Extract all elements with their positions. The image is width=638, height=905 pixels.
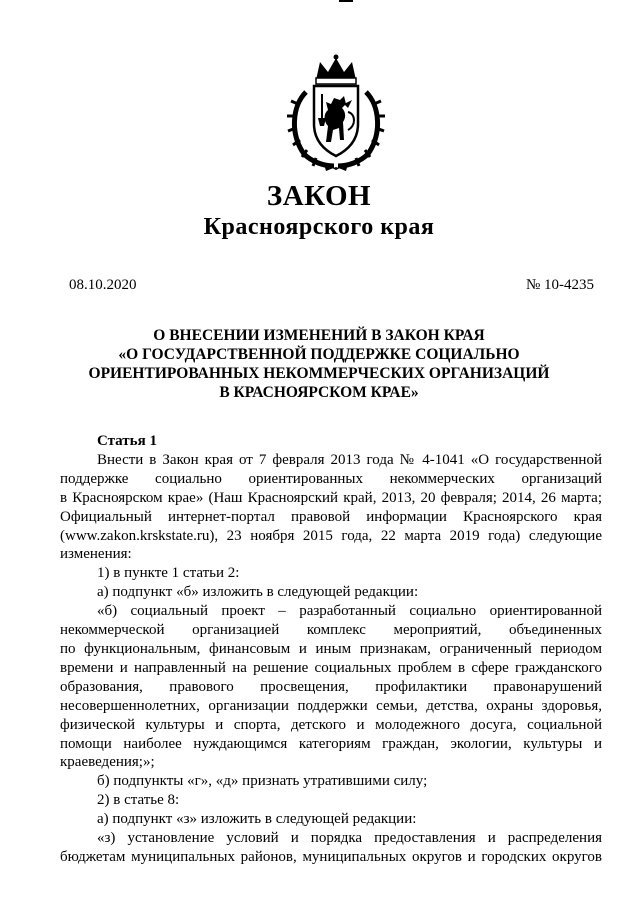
document-type-title: ЗАКОН [266,180,372,212]
body-line: (www.zakon.krskstate.ru), 23 ноября 2015 года, 22 марта 2019 года) следующие [60,527,602,544]
law-heading-line: ОРИЕНТИРОВАННЫХ НЕКОММЕРЧЕСКИХ ОРГАНИЗАЦИЙ [88,365,550,382]
body-line: бюджетам муниципальных районов, муниципальных округов и городских округов [60,848,602,865]
law-heading-line: О ВНЕСЕНИИ ИЗМЕНЕНИЙ В ЗАКОН КРАЯ [153,327,485,344]
body-line: поддержке социально ориентированных некоммерческих организаций [60,470,602,487]
body-line: Внести в Закон края от 7 февраля 2013 года № 4-1041 «О государственной [97,451,602,468]
document-number: № 10-4235 [525,277,594,293]
body-line: времени и направленный на решение социальных проблем в сфере гражданского [60,659,602,676]
document-date: 08.10.2020 [69,277,137,293]
body-line: «з) установление условий и порядка предоставления и распределения [97,830,602,847]
law-heading-line: «О ГОСУДАРСТВЕННОЙ ПОДДЕРЖКЕ СОЦИАЛЬНО [118,346,520,363]
body-line: некоммерческой организацией комплекс мероприятий, объединенных [60,622,602,639]
body-line: образования, правового просвещения, профилактики правонарушений [60,678,602,695]
document-issuer-subtitle: Красноярского края [203,214,435,240]
body-line: 1) в пункте 1 статьи 2: [97,565,240,582]
body-line: несовершеннолетних, организации поддержки семьи, детства, охраны здоровья, [60,697,602,714]
body-line: б) подпункты «г», «д» признать утратившими силу; [97,773,428,790]
law-heading [0,326,638,402]
body-line: физической культуры и спорта, детского и молодежного досуга, социальной [60,716,602,733]
body-line: «б) социальный проект – разработанный социально ориентированной [97,603,602,620]
body-line: в Красноярском крае» (Наш Красноярский край, 2013, 20 февраля; 2014, 26 марта; [60,489,602,506]
body-line: помощи наиболее нуждающимся категориям граждан, экологии, культуры и [60,735,602,752]
body-line: краеведения;»; [60,754,155,771]
article-title: Статья 1 [97,433,157,449]
body-line: а) подпункт «б» изложить в следующей редакции: [97,584,419,601]
body-line: по функциональным, финансовым и иным признакам, ограниченный периодом [60,640,602,657]
body-line: а) подпункт «з» изложить в следующей редакции: [97,811,417,828]
body-line: 2) в статье 8: [97,792,180,809]
law-body [60,432,602,867]
law-heading-line: В КРАСНОЯРСКОМ КРАЕ» [219,384,419,401]
body-line: Официальный интернет-портал правовой информации Красноярского края [60,508,602,525]
body-line: изменения: [60,546,132,563]
krasnoyarsk-coat-of-arms-icon [286,54,386,172]
page-top-mark [339,0,353,2]
